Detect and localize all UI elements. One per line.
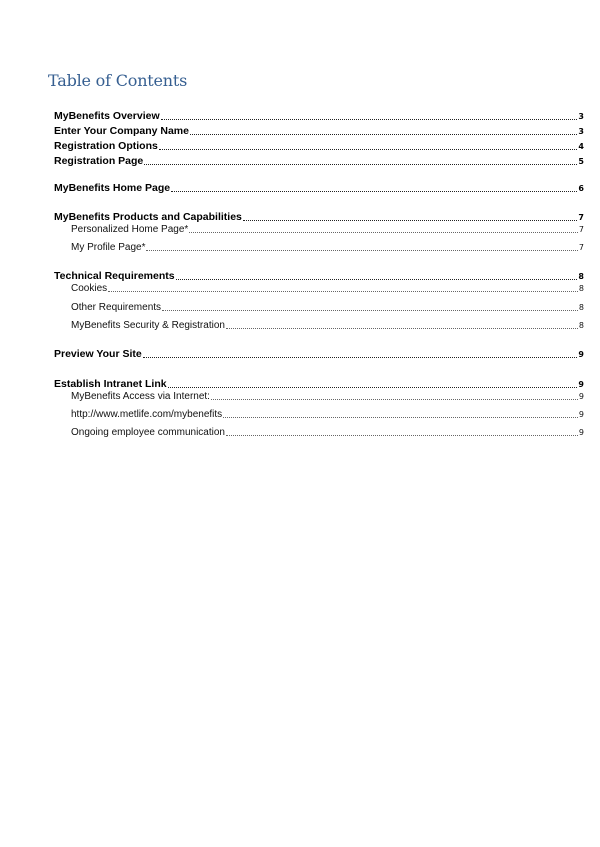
toc-entry-label: Registration Options [54, 140, 158, 152]
dot-leader [108, 291, 578, 292]
toc-page-number: 9 [578, 350, 584, 359]
toc-entry-label: Personalized Home Page* [71, 224, 189, 235]
toc-entry-label: My Profile Page* [71, 242, 146, 253]
toc-entry-label: Registration Page [54, 155, 144, 167]
dot-leader [161, 119, 578, 120]
toc-entry-label: Cookies [71, 283, 108, 294]
dot-leader [226, 328, 578, 329]
toc-page-number: 7 [578, 225, 584, 234]
toc-page-number: 5 [578, 157, 584, 166]
toc-entry-label: MyBenefits Overview [54, 110, 160, 122]
toc-page-number: 8 [578, 321, 584, 330]
dot-leader [226, 435, 578, 436]
toc-entry-label: MyBenefits Home Page [54, 182, 171, 194]
dot-leader [159, 149, 578, 150]
dot-leader [171, 191, 577, 192]
toc-entry-security-registration[interactable] [71, 320, 584, 331]
toc-page-number: 8 [578, 272, 584, 281]
toc-page-number: 9 [578, 392, 584, 401]
toc-entry-label: MyBenefits Access via Internet: [71, 391, 210, 402]
toc-entry-label: http://www.metlife.com/mybenefits [71, 409, 223, 420]
dot-leader [168, 387, 578, 388]
toc-entry-cookies[interactable] [71, 283, 584, 294]
dot-leader [176, 279, 578, 280]
toc-page-number: 4 [578, 142, 584, 151]
toc-entry-enter-company-name[interactable] [54, 125, 584, 137]
toc-page-number: 6 [578, 184, 584, 193]
toc-entry-other-requirements[interactable] [71, 302, 584, 313]
toc-entry-metlife-url[interactable] [71, 409, 584, 420]
dot-leader [223, 417, 578, 418]
toc-entry-home-page[interactable] [54, 182, 584, 194]
toc-entry-label: Other Requirements [71, 302, 162, 313]
toc-page-number: 7 [578, 243, 584, 252]
toc-entry-label: Technical Requirements [54, 270, 175, 282]
toc-entry-label: MyBenefits Security & Registration [71, 320, 225, 331]
toc-page-number: 9 [578, 428, 584, 437]
dot-leader [162, 310, 578, 311]
toc-entry-products-capabilities[interactable] [54, 211, 584, 223]
toc-entry-label: Establish Intranet Link [54, 378, 167, 390]
toc-page-number: 9 [578, 380, 584, 389]
toc-entry-technical-requirements[interactable] [54, 270, 584, 282]
toc-entry-registration-options[interactable] [54, 140, 584, 152]
dot-leader [190, 134, 577, 135]
toc-entry-label: Enter Your Company Name [54, 125, 189, 137]
dot-leader [243, 220, 578, 221]
toc-entry-label: Preview Your Site [54, 348, 142, 360]
dot-leader [144, 164, 577, 165]
toc-entry-mybenefits-overview[interactable] [54, 110, 584, 122]
toc-title: Table of Contents [48, 71, 188, 90]
dot-leader [143, 357, 578, 358]
toc-entry-my-profile-page[interactable] [71, 242, 584, 253]
toc-entry-ongoing-communication[interactable] [71, 427, 584, 438]
toc-page-number: 3 [578, 127, 584, 136]
toc-entry-establish-intranet-link[interactable] [54, 378, 584, 390]
toc-entry-personalized-home-page[interactable] [71, 224, 584, 235]
toc-entry-label: MyBenefits Products and Capabilities [54, 211, 242, 223]
toc-entry-access-via-internet[interactable] [71, 391, 584, 402]
toc-entry-preview-site[interactable] [54, 348, 584, 360]
dot-leader [189, 232, 578, 233]
toc-page-number: 8 [578, 284, 584, 293]
toc-page-number: 7 [578, 213, 584, 222]
toc-page-number: 3 [578, 112, 584, 121]
toc-entry-label: Ongoing employee communication [71, 427, 225, 438]
toc-entry-registration-page[interactable] [54, 155, 584, 167]
dot-leader [211, 399, 578, 400]
dot-leader [146, 250, 577, 251]
toc-page-number: 8 [578, 303, 584, 312]
toc-page-number: 9 [578, 410, 584, 419]
